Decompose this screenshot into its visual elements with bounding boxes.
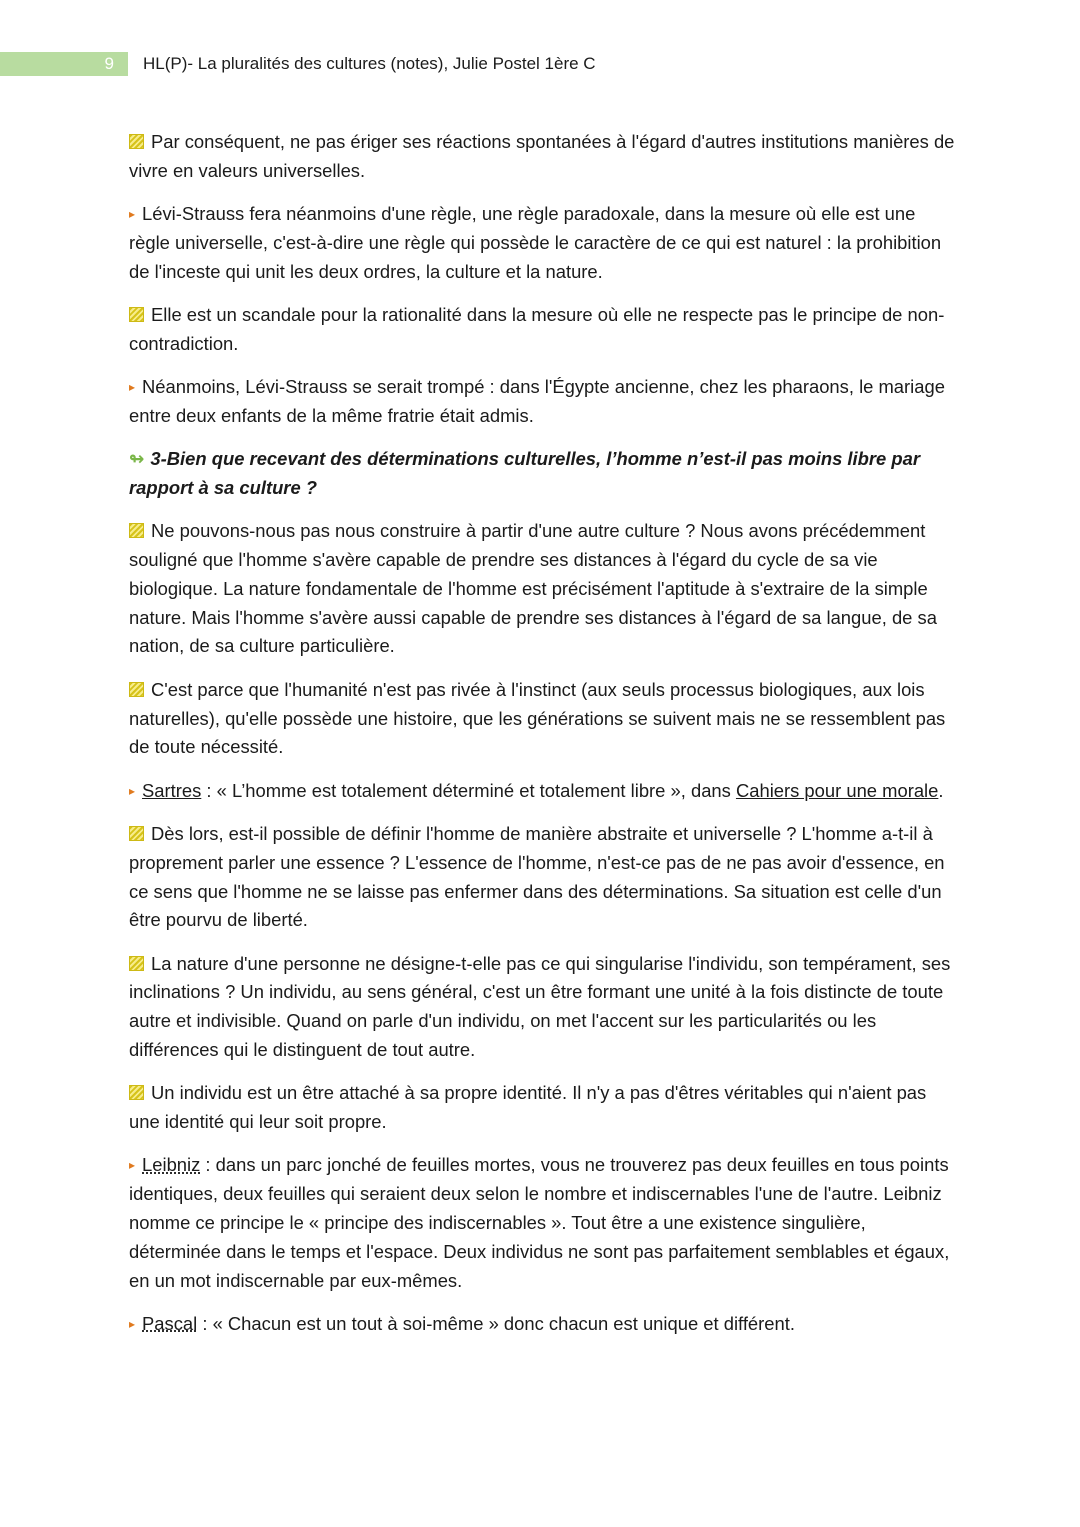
paragraph-text: Par conséquent, ne pas ériger ses réactions spontanées à l'égard d'autres institutions manières de vivre en valeurs universelles. (129, 131, 955, 181)
paragraph-text: Néanmoins, Lévi-Strauss se serait trompé : dans l'Égypte ancienne, chez les pharaons, le mariage entre deux enfants de la même fratrie était admis. (129, 376, 945, 426)
paragraph-text: C'est parce que l'humanité n'est pas rivée à l'instinct (aux seuls processus biologiques, aux lois naturelles), qu'elle possède une histoire, que les générations se suivent mais ne se ressemblent pas de toute nécessité. (129, 678, 946, 758)
page-number: 9 (0, 52, 128, 76)
paragraph (129, 200, 959, 286)
paragraph (129, 517, 959, 661)
paragraph-text: Elle est un scandale pour la rationalité dans la mesure où elle ne respecte pas le principe de non-contradiction. (129, 303, 945, 354)
author-name: Leibniz (142, 1154, 201, 1176)
paragraph (129, 676, 959, 762)
paragraph (129, 1151, 959, 1295)
paragraph (129, 1079, 959, 1137)
section-question (129, 445, 959, 503)
triangle-bullet-icon: ▸ (129, 1158, 136, 1173)
triangle-bullet-icon: ▸ (129, 783, 136, 798)
triangle-bullet-icon: ▸ (129, 380, 136, 395)
paragraph-text: Un individu est un être attaché à sa propre identité. Il n'y a pas d'êtres véritables qui n'aient pas une identité qui leur soit propre. (129, 1082, 927, 1133)
work-title: Cahiers pour une morale (735, 779, 939, 801)
paragraph-text: Ne pouvons-nous pas nous construire à partir d'une autre culture ? Nous avons précédemment souligné que l'homme s'avère capable de prendre ses distances à l'égard du cycle de sa vie biologique. La nature fondamentale de l'homme est précisément l'aptitude à s'extraire de la simple nature. Mais l'homme s'avère aussi capable de prendre ses distances à l'égard de sa langue, de sa nation, de sa culture particulière. (129, 520, 937, 657)
paragraph-text: : dans un parc jonché de feuilles mortes, vous ne trouverez pas deux feuilles en tous points identiques, deux feuilles qui seraient deux selon le nombre et indiscernables l'une de l'autre. Leibniz nomme ce principe le « principe des indiscernables ». Tout être a une existence singulière, déterminée dans le temps et l'espace. Deux individus ne sont pas parfaitement semblables et égaux, en un mot indiscernable par eux-mêmes. (129, 1154, 950, 1291)
paragraph (129, 301, 959, 359)
document-title: HL(P)- La pluralités des cultures (notes), Julie Postel 1ère C (143, 54, 596, 73)
paragraph (129, 950, 959, 1065)
paragraph (129, 1310, 959, 1339)
paragraph-text: . (938, 779, 944, 801)
hatched-square-icon (129, 307, 144, 322)
hatched-square-icon (129, 1085, 144, 1100)
hatched-square-icon (129, 523, 144, 538)
triangle-bullet-icon: ▸ (129, 207, 136, 222)
paragraph (129, 373, 959, 431)
author-name: Sartres (142, 779, 202, 801)
hatched-square-icon (129, 134, 144, 149)
hatched-square-icon (129, 826, 144, 841)
triangle-bullet-icon: ▸ (129, 1316, 136, 1331)
author-name: Pascal (142, 1312, 198, 1334)
paragraph (129, 128, 959, 186)
paragraph-text: La nature d'une personne ne désigne-t-elle pas ce qui singularise l'individu, son tempérament, ses inclinations ? Un individu, au sens général, c'est un être formant une unité à la fois distincte de toute autre et indivisible. Quand on parle d'un individu, on met l'accent sur les particularités ou les différences qui le distinguent de tout autre. (129, 952, 951, 1061)
paragraph-text: Lévi-Strauss fera néanmoins d'une règle, une règle paradoxale, dans la mesure où elle est une règle universelle, c'est-à-dire une règle qui possède le caractère de ce qui est naturel : la prohibition de l'inceste qui unit les deux ordres, la culture et la nature. (129, 203, 942, 282)
question-text: 3-Bien que recevant des déterminations culturelles, l’homme n’est-il pas moins libre par rapport à sa culture ? (129, 448, 920, 498)
paragraph-text: : « L’homme est totalement déterminé et totalement libre », dans (201, 779, 736, 801)
hatched-square-icon (129, 956, 144, 971)
paragraph-text: Dès lors, est-il possible de définir l'homme de manière abstraite et universelle ? L'homme a-t-il à proprement parler une essence ? L'essence de l'homme, n'est-ce pas de ne pas avoir d'essence, en ce sens que l'homme ne se laisse pas enfermer dans des déterminations. Sa situation est celle d'un être pourvu de liberté. (129, 822, 945, 931)
paragraph (129, 820, 959, 935)
curly-arrow-icon: ↬ (129, 448, 145, 470)
page-header (0, 52, 1080, 76)
hatched-square-icon (129, 682, 144, 697)
document-body (129, 128, 959, 1353)
paragraph (129, 777, 959, 806)
paragraph-text: : « Chacun est un tout à soi-même » donc chacun est unique et différent. (197, 1312, 795, 1334)
